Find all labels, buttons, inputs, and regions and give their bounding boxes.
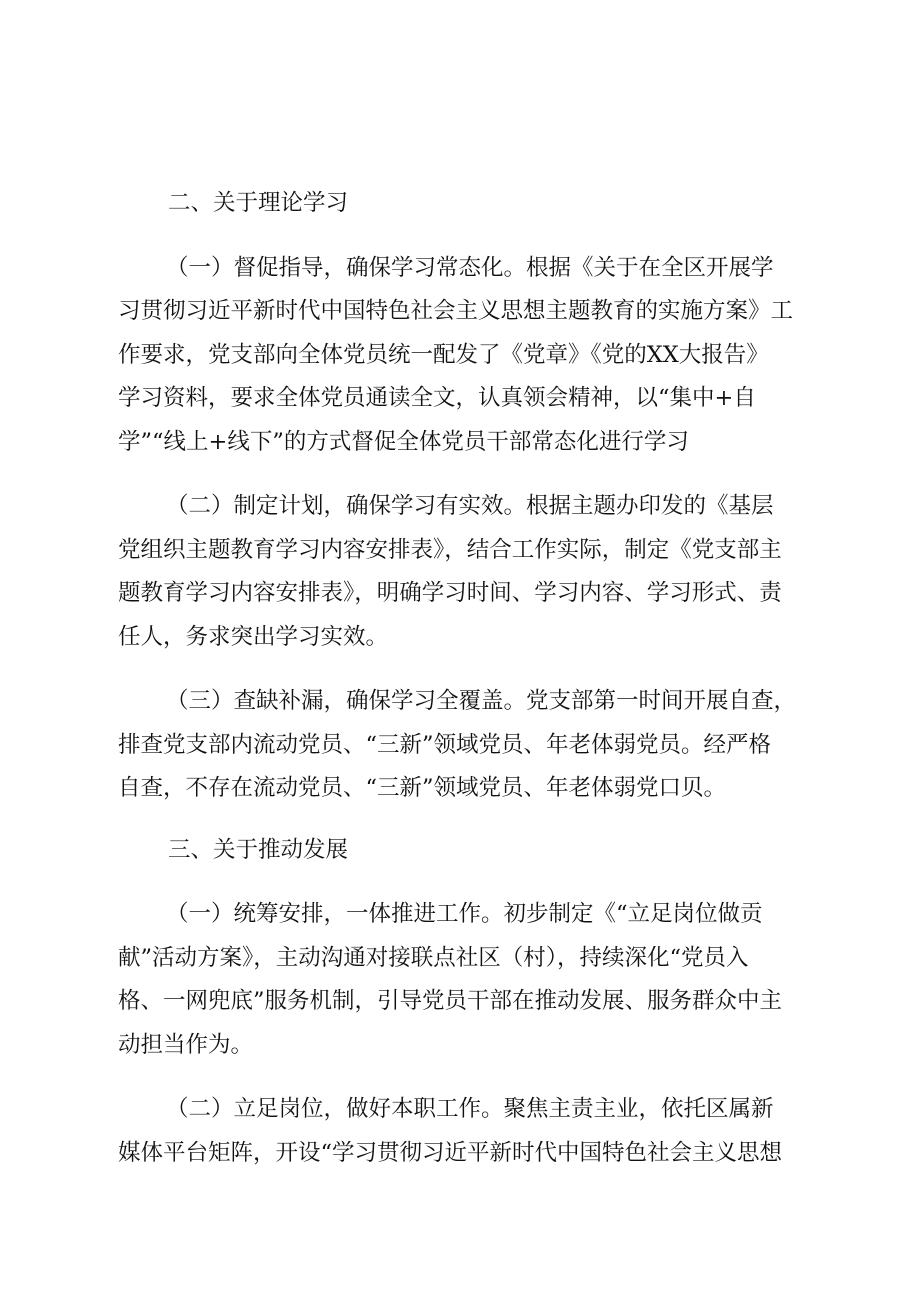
- heading-text: 三、关于推动发展: [168, 836, 349, 863]
- paragraph-line: 学”“线上+线下”的方式督促全体党员干部常态化进行学习: [118, 428, 689, 455]
- paragraph-do-job-well: [118, 1088, 818, 1175]
- paragraph-line: 作要求，党支部向全体党员统一配发了《党章》《党的XX大报告》: [118, 341, 769, 368]
- paragraph-line: 党组织主题教育学习内容安排表》，结合工作实际，制定《党支部主: [118, 536, 782, 563]
- paragraph-line: 排查党支部内流动党员、“三新”领域党员、年老体弱党员。经严格: [118, 731, 772, 758]
- paragraph-line: 学习资料，要求全体党员通读全文，认真领会精神，以“集中+自: [118, 385, 756, 411]
- paragraph-line: （一）督促指导，确保学习常态化。根据《关于在全区开展学: [166, 254, 774, 281]
- paragraph-check-gaps: [118, 680, 818, 811]
- paragraph-line: 自查，不存在流动党员、“三新”领域党员、年老体弱党口贝。: [118, 775, 727, 801]
- paragraph-make-plan: [118, 485, 818, 659]
- paragraph-line: （三）查缺补漏，确保学习全覆盖。党支部第一时间开展自查，: [166, 688, 797, 714]
- paragraph-line: 题教育学习内容安排表》，明确学习时间、学习内容、学习形式、责: [118, 580, 782, 606]
- section-heading-promote-development: [118, 829, 818, 873]
- paragraph-line: 任人，务求突出学习实效。: [118, 623, 389, 650]
- paragraph-line: （一）统筹安排，一体推进工作。初步制定《“立足岗位做贡: [166, 901, 763, 927]
- paragraph-line: （二）立足岗位，做好本职工作。聚焦主责主业，依托区属新: [166, 1096, 774, 1122]
- paragraph-line: 媒体平台矩阵，开设“学习贯彻习近平新时代中国特色社会主义思想: [118, 1139, 783, 1166]
- paragraph-line: （二）制定计划，确保学习有实效。根据主题办印发的《基层: [166, 493, 774, 519]
- paragraph-line: 习贯彻习近平新时代中国特色社会主义思想主题教育的实施方案》工: [118, 298, 794, 324]
- section-heading-theory-study: [118, 182, 818, 226]
- heading-text: 二、关于理论学习: [168, 190, 349, 216]
- document-body: [118, 182, 818, 1175]
- paragraph-line: 动担当作为。: [118, 1031, 254, 1058]
- paragraph-line: 格、一网兜底”服务机制，引导党员干部在推动发展、服务群众中主: [118, 988, 783, 1014]
- paragraph-overall-planning: [118, 893, 818, 1067]
- paragraph-supervise-guide: [118, 247, 818, 465]
- paragraph-line: 献”活动方案》，主动沟通对接联点社区（村），持续深化“党员入: [118, 944, 749, 971]
